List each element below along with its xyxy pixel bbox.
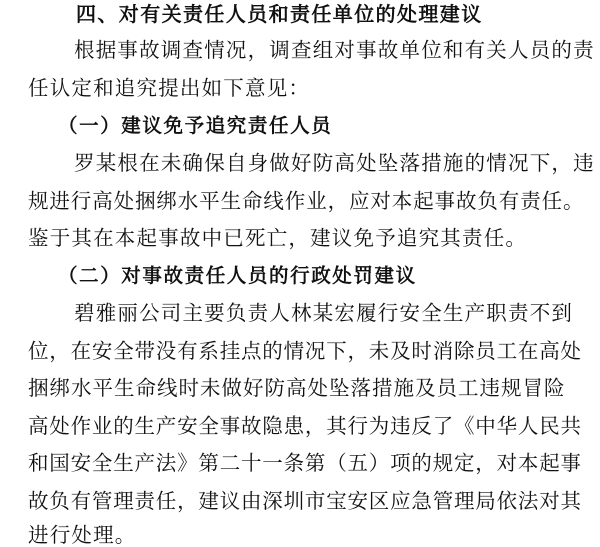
subsection-title-2: （二）对事故责任人员的行政处罚建议 xyxy=(58,264,417,287)
paragraph-line: 捆绑水平生命线时未做好防高处坠落措施及员工违规冒险 xyxy=(28,376,566,400)
paragraph-line: 位，在安全带没有系挂点的情况下，未及时消除员工在高处 xyxy=(28,339,582,363)
paragraph-line: 碧雅丽公司主要负责人林某宏履行安全生产职责不到 xyxy=(74,301,574,325)
subsection-title-1: （一）建议免予追究责任人员 xyxy=(58,114,333,137)
paragraph-line: 鉴于其在本起事故中已死亡，建议免予追究其责任。 xyxy=(28,226,528,250)
paragraph-line: 和国安全生产法》第二十一条第（五）项的规定，对本起事 xyxy=(28,451,582,475)
paragraph-line: 罗某根在未确保自身做好防高处坠落措施的情况下，违 xyxy=(74,151,595,175)
paragraph-line: 规进行高处捆绑水平生命线作业，应对本起事故负有责任。 xyxy=(28,189,585,213)
paragraph-line: 高处作业的生产安全事故隐患，其行为违反了《中华人民共 xyxy=(28,414,582,438)
section-title: 四、对有关责任人员和责任单位的处理建议 xyxy=(76,2,483,26)
paragraph-line: 进行处理。 xyxy=(28,523,137,547)
paragraph-line: 任认定和追究提出如下意见： xyxy=(28,76,311,100)
paragraph-line: 故负有管理责任，建议由深圳市宝安区应急管理局依法对其 xyxy=(28,489,582,513)
paragraph-line: 根据事故调查情况，调查组对事故单位和有关人员的责 xyxy=(74,38,595,62)
